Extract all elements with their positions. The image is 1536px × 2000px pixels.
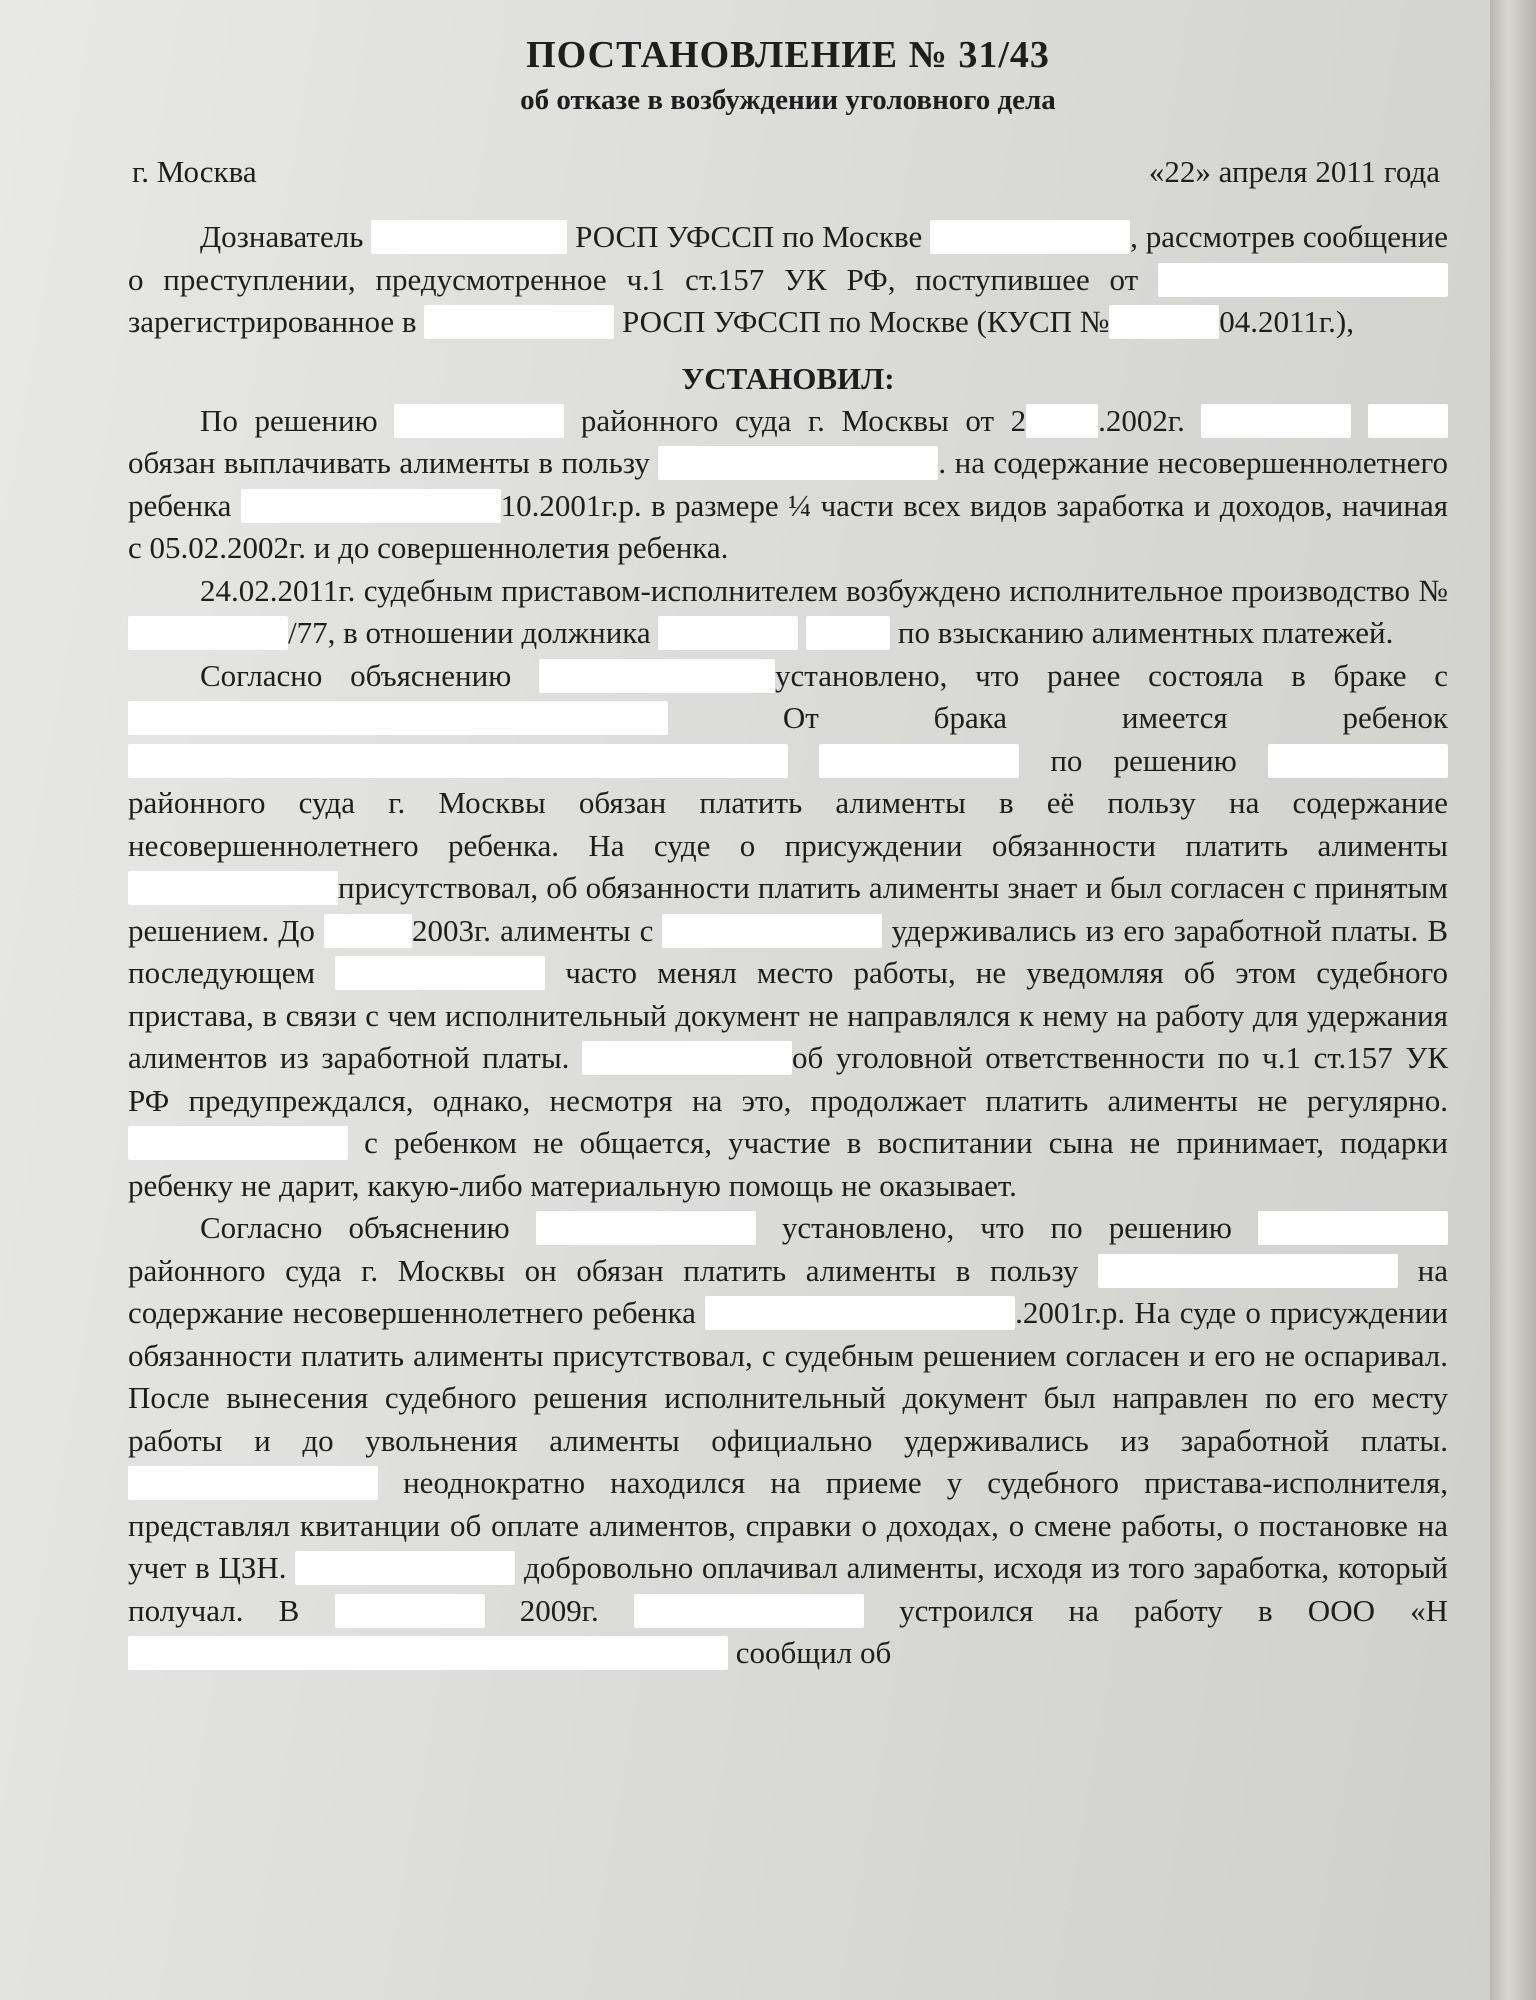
text: . на содержание несовершеннолетнего ребенка — [128, 445, 1449, 523]
text: , рассмотрев сообщение о преступлении, предусмотренное ч.1 ст.157 УК РФ, поступившее от — [128, 219, 1448, 297]
paragraph-2 — [128, 570, 1448, 655]
redaction — [1026, 404, 1098, 438]
redaction — [295, 1551, 515, 1585]
redaction — [1201, 404, 1351, 438]
text: 04.2011г.), — [1219, 304, 1354, 339]
intro-paragraph — [128, 216, 1448, 344]
redaction — [324, 914, 412, 948]
text: удерживались из его заработной платы. В последующем — [128, 912, 1449, 990]
text: 24.02.2011г. судебным приставом-исполнителем возбуждено исполнительное производство № — [200, 572, 1448, 608]
redaction — [658, 616, 798, 650]
text: с ребенком не общается, участие в воспитании сына не принимает, подарки ребенку не дарит, какую-либо материальную помощь не оказывает. — [128, 1125, 1449, 1203]
text: зарегистрированное в — [128, 304, 417, 339]
redaction — [1109, 305, 1219, 339]
redaction — [128, 701, 668, 735]
text: От брака имеется ребенок — [782, 700, 1448, 735]
text: районного суда г. Москвы он обязан платить алименты в пользу — [128, 1252, 1079, 1288]
text: РОСП УФССП по Москве (КУСП № — [622, 304, 1110, 339]
redaction — [662, 914, 882, 948]
text: Согласно объяснению — [200, 657, 512, 693]
redaction — [128, 1466, 378, 1500]
redaction — [819, 744, 1019, 778]
text: сообщил об — [735, 1635, 892, 1670]
text: РОСП УФССП по Москве — [575, 219, 923, 254]
paragraph-1 — [128, 400, 1448, 570]
place-date-line — [128, 150, 1448, 194]
redaction — [1268, 744, 1448, 778]
text: неоднократно находился на приеме у судебного пристава-исполнителя, представлял квитанции об оплате алиментов, справки о доходах, о смене работы, о постановке на учет в ЦЗН. — [128, 1465, 1449, 1585]
text: Согласно объяснению — [200, 1210, 510, 1245]
text: По решению — [200, 402, 378, 438]
text: 10.2001г.р. в размере ¼ части всех видов заработка и доходов, начиная с 05.02.2002г. и до совершеннолетия ребенка. — [128, 487, 1449, 565]
redaction — [128, 616, 288, 650]
text: /77, в отношении должника — [288, 615, 651, 650]
text: районного суда г. Москвы от 2 — [580, 402, 1027, 438]
text: Дознаватель — [200, 219, 364, 254]
date: «22» апреля 2011 года — [1148, 154, 1440, 189]
text: установлено, что ранее состояла в браке с — [775, 657, 1448, 693]
redaction — [930, 220, 1130, 254]
text: 2003г. алименты с — [412, 912, 654, 948]
text: по решению — [1050, 742, 1237, 778]
redaction — [424, 305, 614, 339]
text: .2002г. — [1098, 402, 1185, 438]
background-edge — [1490, 0, 1536, 2000]
text: 2009г. — [519, 1592, 599, 1628]
redaction — [658, 446, 938, 480]
redaction — [1368, 404, 1448, 438]
redaction — [1098, 1254, 1398, 1288]
redaction — [128, 744, 788, 778]
redaction — [128, 1126, 348, 1160]
redaction — [806, 616, 890, 650]
city: г. Москва — [132, 154, 257, 189]
text: об уголовной ответственности по ч.1 ст.157 УК РФ предупреждался, однако, несмотря на это, продолжает платить алименты не регулярно. — [128, 1040, 1449, 1118]
text: устроился на работу в ООО «Н — [899, 1592, 1449, 1628]
text: обязан выплачивать алименты в пользу — [128, 445, 650, 480]
text: установлено, что по решению — [781, 1210, 1232, 1245]
text: по взысканию алиментных платежей. — [897, 615, 1394, 650]
text: добровольно оплачивал алименты, исходя из того заработка, который получал. В — [128, 1550, 1449, 1628]
text: часто менял место работы, не уведомляя об этом судебного пристава, в связи с чем исполнительный документ не направлялся к нему на работу для удержания алиментов из заработной платы. — [128, 955, 1449, 1075]
redaction — [705, 1296, 1015, 1330]
paragraph-4 — [128, 1207, 1448, 1675]
redaction — [371, 220, 567, 254]
redaction — [241, 489, 501, 523]
document-title: ПОСТАНОВЛЕНИЕ № 31/43 — [526, 34, 1050, 76]
redaction — [335, 1594, 485, 1628]
redaction — [128, 1636, 728, 1670]
redaction — [582, 1041, 792, 1075]
text: .2001г.р. На суде о присуждении обязанности платить алименты присутствовал, с судебным решением согласен и его не оспаривал. После вынесения судебного решения исполнительный документ был направлен по его месту работы и до увольнения алименты официально удерживались из заработной платы. — [128, 1295, 1448, 1458]
redaction — [1258, 1211, 1448, 1245]
redaction — [335, 956, 545, 990]
redaction — [634, 1594, 864, 1628]
section-heading: УСТАНОВИЛ: — [681, 360, 895, 396]
document-subtitle: об отказе в возбуждении уголовного дела — [520, 84, 1056, 116]
redaction — [394, 404, 564, 438]
redaction — [1158, 263, 1448, 297]
paragraph-3 — [128, 655, 1448, 1208]
redaction — [539, 659, 775, 693]
text: районного суда г. Москвы обязан платить алименты в её пользу на содержание несовершеннолетнего ребенка. На суде о присуждении обязанности платить алименты — [128, 785, 1448, 863]
text: на содержание несовершеннолетнего ребенка — [128, 1252, 1448, 1330]
document — [128, 30, 1448, 1675]
redaction — [128, 871, 338, 905]
redaction — [536, 1211, 756, 1245]
text: присутствовал, об обязанности платить алименты знает и был согласен с принятым решением. До — [128, 870, 1448, 948]
